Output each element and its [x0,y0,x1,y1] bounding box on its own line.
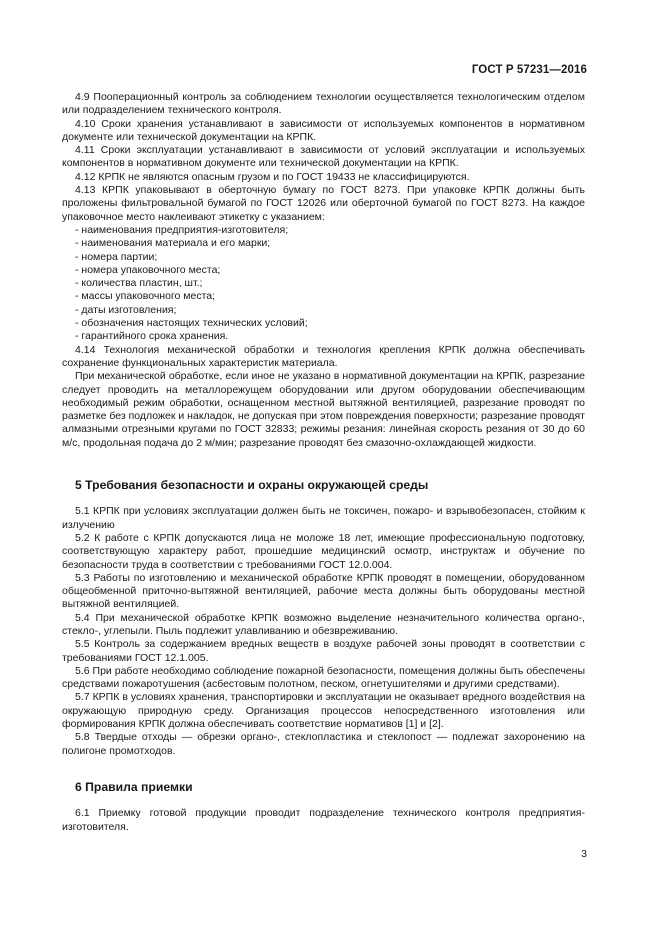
label-list-item: - наименования предприятия-изготовителя; [75,223,289,236]
label-list-item: - гарантийного срока хранения. [75,330,229,343]
paragraph-6-1: 6.1 Приемку готовой продукции проводит подразделение технического контроля предприятия-изготовителя. [62,807,585,833]
label-list-item: - номера партии; [75,250,158,263]
label-list-item: - даты изготовления; [75,303,177,316]
paragraph-5-1: 5.1 КРПК при условиях эксплуатации должен быть не токсичен, пожаро- и взрывобезопасен, стойким к излучению [62,505,585,531]
label-list-item: - количества пластин, шт.; [75,277,203,290]
label-list-item: - обозначения настоящих технических условий; [75,317,308,330]
label-list-item: - наименования материала и его марки; [75,237,271,250]
paragraph-5-2: 5.2 К работе с КРПК допускаются лица не моложе 18 лет, имеющие профессиональную подготовку, соответствующую характеру работ, прошедшие медицинский осмотр, инструктаж и обучение по безопасности труда в соответствии с требованиями ГОСТ 12.0.004. [62,531,585,571]
paragraph-5-3: 5.3 Работы по изготовлению и механической обработке КРПК проводят в помещении, оборудованном общеобменной приточно-вытяжной вентиляцией, рабочие места должны быть оборудованы местной вытяжной вентиляцией. [62,571,585,611]
paragraph-5-4: 5.4 При механической обработке КРПК возможно выделение незначительного количества органо-, стекло-, углепыли. Пыль подлежит улавливанию и обезвреживанию. [62,611,585,637]
paragraph-5-7: 5.7 КРПК в условиях хранения, транспортировки и эксплуатации не оказывает вредного воздействия на окружающую природную среду. Организация процессов непосредственного изготовления или формирования КРПК должна обеспечивать соответствие нормативов [1] и [2]. [62,691,585,731]
document-body [62,91,585,834]
paragraph-4-12: 4.12 КРПК не являются опасным грузом и по ГОСТ 19433 не классифицируются. [75,170,470,183]
section-5-heading: 5 Требования безопасности и охраны окружающей среды [75,478,429,493]
paragraph-4-14-machining: При механической обработке, если иное не указано в нормативной документации на КРПК, разрезание следует проводить на металлорежущем оборудовании или другом оборудовании обеспечивающим необходимый режим обработки, оснащенном местной вытяжной вентиляцией, разрезание проводят по разметке без подложек и накладок, не допуская при этом повреждения поверхности; разрезание проводят алмазными отрезными кругами по ГОСТ 32833; режимы резания: линейная скорость резания от 30 до 60 м/с, продольная подача до 2 м/мин; разрезание проводят без смазочно-охлаждающей жидкости. [62,370,585,449]
paragraph-5-6: 5.6 При работе необходимо соблюдение пожарной безопасности, помещения должны быть обеспечены средствами пожаротушения (асбестовым полотном, песком, огнетушителями и другими средствами). [62,664,585,691]
label-list-item: - номера упаковочного места; [75,263,221,276]
paragraph-4-10: 4.10 Сроки хранения устанавливают в зависимости от используемых компонентов в нормативном документе или технической документации на КРПК. [62,117,585,143]
page-number: 3 [581,848,587,860]
document-header: ГОСТ Р 57231—2016 [471,64,587,76]
paragraph-4-11: 4.11 Сроки эксплуатации устанавливают в зависимости от условий эксплуатации и используемых компонентов в нормативном документе или технической документации на КРПК. [62,144,585,170]
paragraph-5-5: 5.5 Контроль за содержанием вредных веществ в воздухе рабочей зоны проводят в соответствии с требованиями ГОСТ 12.1.005. [62,638,585,664]
section-6-heading: 6 Правила приемки [75,779,193,794]
paragraph-5-8: 5.8 Твердые отходы — обрезки органо-, стеклопластика и стеклопост — подлежат захоронению на полигоне промотходов. [62,731,585,757]
paragraph-4-9: 4.9 Пооперационный контроль за соблюдением технологии осуществляется технологическим отделом или подразделением технического контроля. [62,91,585,117]
paragraph-4-13: 4.13 КРПК упаковывают в оберточную бумагу по ГОСТ 8273. При упаковке КРПК должны быть проложены фильтровальной бумагой по ГОСТ 12026 или оберточной бумагой по ГОСТ 8273. На каждое упаковочное место наклеивают этикетку с указанием: [62,184,585,223]
paragraph-4-14: 4.14 Технология механической обработки и технология крепления КРПК должна обеспечивать сохранение функциональных характеристик материала. [62,343,585,369]
label-list-item: - массы упаковочного места; [75,290,216,303]
